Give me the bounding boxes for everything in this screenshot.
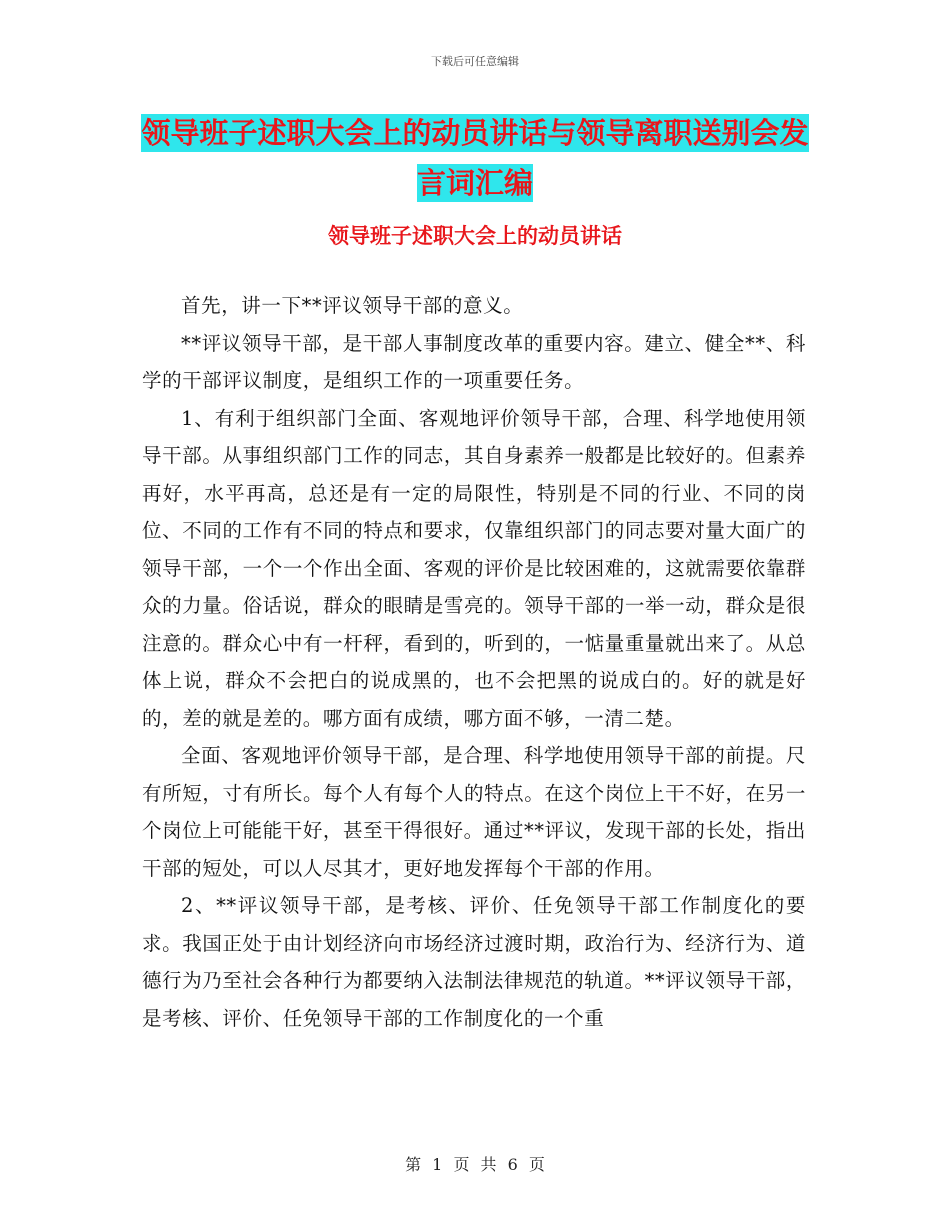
paragraph: 首先，讲一下**评议领导干部的意义。 bbox=[181, 294, 524, 317]
header-note: 下载后可任意编辑 bbox=[431, 55, 519, 68]
paragraph: 全面、客观地评价领导干部，是合理、科学地使用领导干部的前提。尺有所短，寸有所长。每个人有每个人的特点。在这个岗位上干不好，在另一个岗位上可能能干好，甚至干得很好。通过**评议，发现干部的长处，指出干部的短处，可以人尽其才，更好地发挥每个干部的作用。 bbox=[142, 744, 806, 880]
document-title bbox=[140, 108, 810, 208]
paragraph: 2、**评议领导干部，是考核、评价、任免领导干部工作制度化的要求。我国正处于由计划经济向市场经济过渡时期，政治行为、经济行为、道德行为乃至社会各种行为都要纳入法制法律规范的轨道。**评议领导干部，是考核、评价、任免领导干部的工作制度化的一个重 bbox=[142, 894, 806, 1030]
document-body bbox=[142, 287, 806, 1037]
title-highlight: 领导班子述职大会上的动员讲话与领导离职送别会发言词汇编 bbox=[141, 116, 809, 200]
page-footer: 第 1 页 共 6 页 bbox=[405, 1155, 545, 1174]
section-title: 领导班子述职大会上的动员讲话 bbox=[328, 224, 622, 248]
paragraph: 1、有利于组织部门全面、客观地评价领导干部，合理、科学地使用领导干部。从事组织部门工作的同志，其自身素养一般都是比较好的。但素养再好，水平再高，总还是有一定的局限性，特别是不同的行业、不同的岗位、不同的工作有不同的特点和要求，仅靠组织部门的同志要对量大面广的领导干部，一个一个作出全面、客观的评价是比较困难的，这就需要依靠群众的力量。俗话说，群众的眼睛是雪亮的。领导干部的一举一动，群众是很注意的。群众心中有一杆秤，看到的，听到的，一惦量重量就出来了。从总体上说，群众不会把白的说成黑的，也不会把黑的说成白的。好的就是好的，差的就是差的。哪方面有成绩，哪方面不够，一清二楚。 bbox=[142, 406, 806, 730]
paragraph: **评议领导干部，是干部人事制度改革的重要内容。建立、健全**、科学的干部评议制度，是组织工作的一项重要任务。 bbox=[142, 331, 806, 392]
